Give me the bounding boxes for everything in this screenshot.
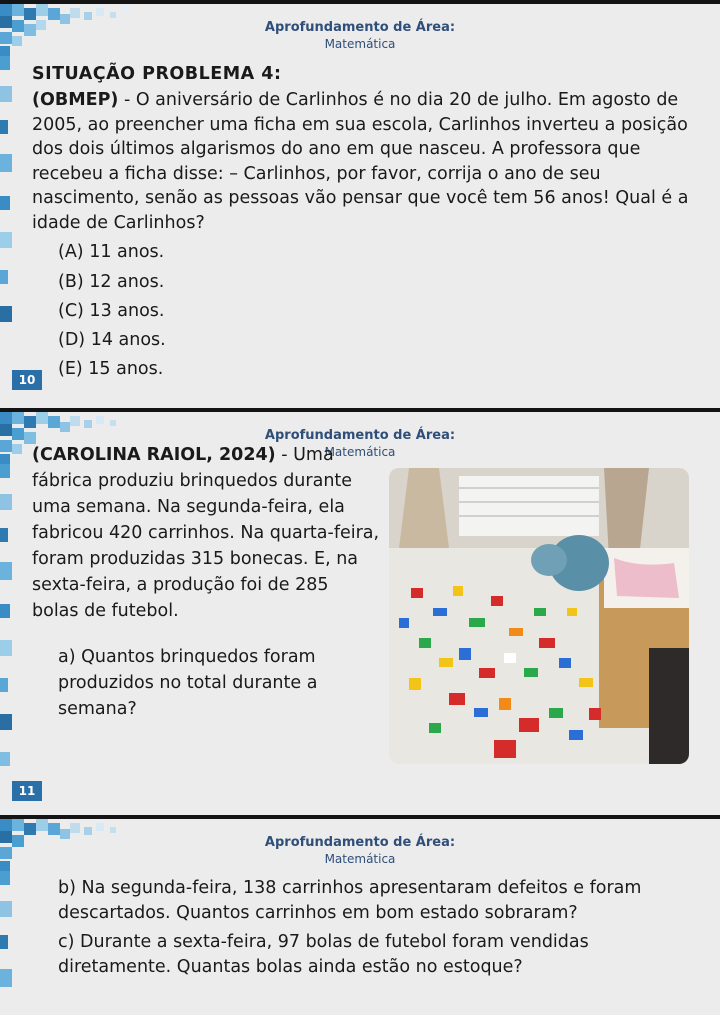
problem-question: - O aniversário de Carlinhos é no dia 20 de julho. Em agosto de 2005, ao preencher uma ficha em sua escola, Carlinhos inverteu a posição dos dois últimos algarismos do ano em que nasceu. A professora que recebeu a ficha disse: – Carlinhos, por favor, corrija o ano de seu nascimento, senão as pessoas vão pensar que você tem 56 anos! Qual é a idade de Carlinhos? bbox=[32, 90, 689, 233]
header-title: Aprofundamento de Área: bbox=[264, 835, 456, 850]
problem-statement: - Uma fábrica produziu brinquedos durante uma semana. Na segunda-feira, ela fabricou 420 carrinhos. Na quarta-feira, foram produzidas 315 bonecas. E, na sexta-feira, a produção foi de 285 bolas de futebol. bbox=[32, 445, 380, 621]
question-c: c) Durante a sexta-feira, 97 bolas de futebol foram vendidas diretamente. Quantas bolas ainda estão no estoque? bbox=[58, 932, 589, 977]
option-c: (C) 13 anos. bbox=[58, 301, 165, 321]
problem-heading: SITUAÇÃO PROBLEMA 4: bbox=[32, 64, 282, 84]
option-b: (B) 12 anos. bbox=[58, 272, 165, 292]
edge-pixels bbox=[0, 56, 16, 356]
slide-3 bbox=[0, 815, 720, 1015]
slide-2 bbox=[0, 408, 720, 812]
header-subtitle: Matemática bbox=[324, 37, 396, 51]
slide-1 bbox=[0, 0, 720, 405]
page-number: 11 bbox=[12, 781, 42, 801]
toys-photo bbox=[389, 468, 689, 764]
problem-source: (CAROLINA RAIOL, 2024) bbox=[32, 445, 276, 465]
edge-pixels bbox=[0, 464, 16, 784]
header-title: Aprofundamento de Área: bbox=[264, 20, 456, 35]
page-number: 10 bbox=[12, 370, 42, 390]
header-subtitle: Matemática bbox=[324, 852, 396, 866]
option-a: (A) 11 anos. bbox=[58, 242, 165, 262]
problem-source: (OBMEP) bbox=[32, 90, 119, 110]
option-d: (D) 14 anos. bbox=[58, 330, 166, 350]
option-e: (E) 15 anos. bbox=[58, 359, 164, 379]
edge-pixels bbox=[0, 871, 16, 1011]
problem-text bbox=[32, 88, 694, 235]
question-a: a) Quantos brinquedos foram produzidos no total durante a semana? bbox=[58, 647, 318, 719]
problem-text bbox=[32, 442, 380, 624]
header-title: Aprofundamento de Área: bbox=[264, 428, 456, 443]
header-subtitle: Matemática bbox=[324, 445, 396, 459]
question-b: b) Na segunda-feira, 138 carrinhos apresentaram defeitos e foram descartados. Quantos carrinhos em bom estado sobraram? bbox=[58, 878, 642, 923]
